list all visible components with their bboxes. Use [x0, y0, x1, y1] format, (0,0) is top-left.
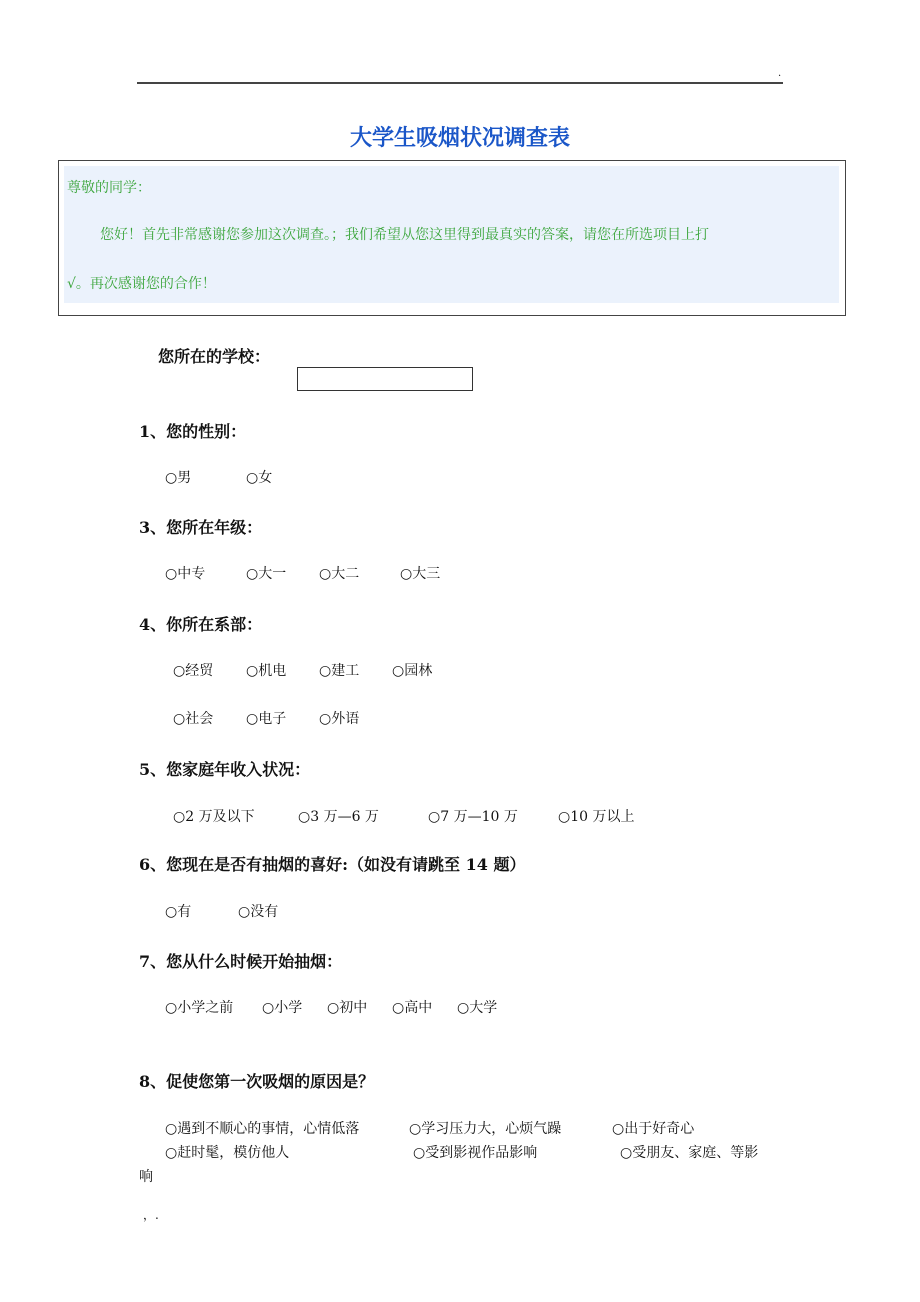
option-smoking[interactable]: ○没有	[238, 904, 279, 920]
option-grade[interactable]: ○中专	[165, 566, 206, 582]
school-input[interactable]	[297, 367, 473, 391]
question-6: 6、您现在是否有抽烟的喜好:（如没有请跳至 14 题）	[139, 855, 526, 874]
intro-box	[58, 160, 846, 316]
option-department[interactable]: ○园林	[392, 663, 433, 679]
option-start-time[interactable]: ○小学	[262, 1000, 303, 1016]
header-rule	[137, 82, 783, 84]
intro-line-1: 您好！首先非常感谢您参加这次调查。；我们希望从您这里得到最真实的答案，请您在所选项目上打	[100, 227, 709, 243]
option-start-time[interactable]: ○大学	[457, 1000, 498, 1016]
option-department[interactable]: ○经贸	[173, 663, 214, 679]
option-grade[interactable]: ○大一	[246, 566, 287, 582]
page-title: 大学生吸烟状况调查表	[349, 126, 570, 151]
question-3: 3、您所在年级：	[139, 518, 263, 537]
option-income[interactable]: ○3 万—6 万	[298, 809, 379, 825]
option-start-time[interactable]: ○初中	[327, 1000, 368, 1016]
option-reason[interactable]: ○赶时髦，模仿他人	[165, 1145, 290, 1161]
option-smoking[interactable]: ○有	[165, 904, 192, 920]
option-department[interactable]: ○社会	[173, 711, 214, 727]
option-female[interactable]: ○女	[246, 470, 273, 486]
option-start-time[interactable]: ○小学之前	[165, 1000, 234, 1016]
option-income[interactable]: ○2 万及以下	[173, 809, 255, 825]
option-reason[interactable]: ○遇到不顺心的事情，心情低落	[165, 1121, 360, 1137]
option-reason[interactable]: ○受朋友、家庭、等影	[620, 1145, 759, 1161]
option-reason-wrap: 响	[139, 1169, 153, 1185]
question-8: 8、促使您第一次吸烟的原因是？	[139, 1072, 375, 1091]
option-reason[interactable]: ○出于好奇心	[612, 1121, 695, 1137]
option-department[interactable]: ○外语	[319, 711, 360, 727]
option-department[interactable]: ○建工	[319, 663, 360, 679]
option-grade[interactable]: ○大二	[319, 566, 360, 582]
intro-greeting: 尊敬的同学：	[67, 180, 151, 196]
intro-line-2: √。再次感谢您的合作！	[67, 276, 216, 292]
question-7: 7、您从什么时候开始抽烟：	[139, 952, 343, 971]
option-income[interactable]: ○7 万—10 万	[428, 809, 518, 825]
header-dot: .	[778, 68, 782, 79]
option-start-time[interactable]: ○高中	[392, 1000, 433, 1016]
question-4: 4、你所在系部：	[139, 615, 263, 634]
option-male[interactable]: ○男	[165, 470, 192, 486]
option-reason[interactable]: ○学习压力大，心烦气躁	[409, 1121, 562, 1137]
option-reason[interactable]: ○受到影视作品影响	[413, 1145, 538, 1161]
question-5: 5、您家庭年收入状况：	[139, 760, 311, 779]
footer-mark: ，.	[143, 1208, 159, 1222]
question-1: 1、您的性别：	[139, 422, 247, 441]
option-income[interactable]: ○10 万以上	[558, 809, 635, 825]
option-department[interactable]: ○电子	[246, 711, 287, 727]
school-label: 您所在的学校：	[158, 347, 271, 366]
option-department[interactable]: ○机电	[246, 663, 287, 679]
option-grade[interactable]: ○大三	[400, 566, 441, 582]
